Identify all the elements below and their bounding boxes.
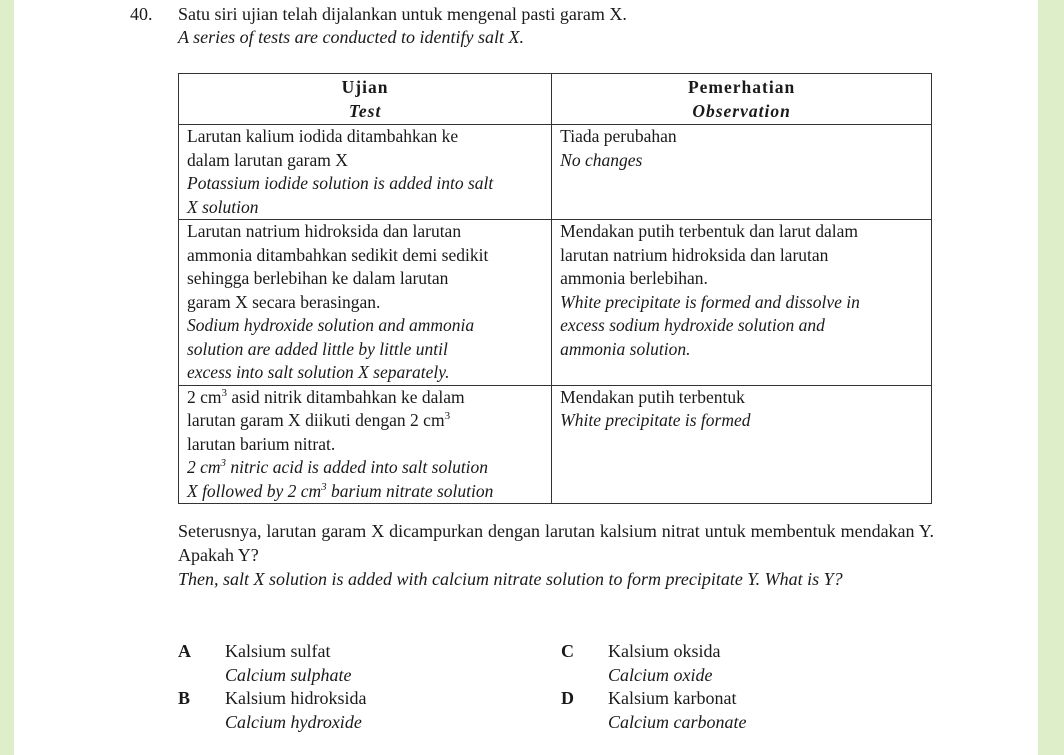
test-text-english: excess into salt solution X separately. bbox=[187, 362, 450, 382]
observation-cell bbox=[552, 385, 932, 504]
header-test bbox=[179, 74, 552, 125]
table-row bbox=[179, 385, 932, 504]
test-cell bbox=[179, 125, 552, 220]
option-text bbox=[608, 640, 721, 687]
test-observation-table bbox=[178, 73, 932, 504]
option-text-malay: Kalsium karbonat bbox=[608, 688, 737, 708]
table-header-row bbox=[179, 74, 932, 125]
superscript: 3 bbox=[321, 480, 327, 493]
option-text-english: Calcium oxide bbox=[608, 664, 713, 685]
test-text-english: Potassium iodide solution is added into salt bbox=[187, 173, 494, 193]
observation-text-english: White precipitate is formed bbox=[560, 410, 751, 430]
test-cell bbox=[179, 220, 552, 386]
option-letter: C bbox=[561, 641, 574, 661]
table-row bbox=[179, 220, 932, 386]
test-text-part: X followed by 2 cm bbox=[187, 480, 322, 501]
superscript: 3 bbox=[221, 386, 228, 399]
option-text bbox=[225, 640, 352, 687]
option-letter: D bbox=[561, 688, 574, 708]
observation-text-malay: Mendakan putih terbentuk bbox=[560, 386, 745, 407]
test-text-malay: Larutan kalium iodida ditambahkan ke bbox=[187, 126, 459, 146]
observation-cell bbox=[552, 125, 932, 220]
observation-text-english: excess sodium hydroxide solution and bbox=[560, 315, 825, 335]
observation-cell bbox=[552, 220, 932, 386]
test-text-malay: Larutan natrium hidroksida dan larutan bbox=[187, 221, 462, 241]
observation-text-english: White precipitate is formed and dissolve in bbox=[560, 291, 860, 312]
observation-text-english: ammonia solution. bbox=[560, 338, 691, 359]
followup-text-malay: Seterusnya, larutan garam X dicampurkan dengan larutan kalsium nitrat untuk membentuk mendakan Y. Apakah Y? bbox=[178, 521, 934, 565]
observation-text-english: No changes bbox=[560, 149, 643, 170]
header-test-english: Test bbox=[348, 100, 382, 121]
question-text-malay: Satu siri ujian telah dijalankan untuk mengenal pasti garam X. bbox=[178, 4, 627, 24]
test-text-english: Sodium hydroxide solution and ammonia bbox=[187, 315, 475, 335]
option-text-english: Calcium sulphate bbox=[225, 664, 352, 685]
test-text-malay: garam X secara berasingan. bbox=[187, 291, 381, 312]
table-row bbox=[179, 125, 932, 220]
followup-question bbox=[178, 519, 934, 591]
question-text-english: A series of tests are conducted to identify salt X. bbox=[178, 27, 524, 47]
header-test-malay: Ujian bbox=[341, 77, 389, 97]
test-text-malay bbox=[187, 386, 543, 410]
test-text-part: larutan garam X diikuti dengan 2 cm bbox=[187, 410, 445, 430]
question-number: 40. bbox=[130, 4, 153, 24]
observation-text-malay: Tiada perubahan bbox=[560, 126, 677, 146]
test-text-malay: dalam larutan garam X bbox=[187, 149, 348, 170]
observation-text-malay: Mendakan putih terbentuk dan larut dalam bbox=[560, 221, 859, 241]
test-text-part: nitric acid is added into salt solution bbox=[226, 457, 489, 477]
test-cell bbox=[179, 385, 552, 504]
option-text-malay: Kalsium sulfat bbox=[225, 641, 331, 661]
superscript: 3 bbox=[220, 457, 227, 470]
option-text bbox=[608, 687, 746, 734]
option-text-english: Calcium hydroxide bbox=[225, 711, 362, 732]
header-observation bbox=[552, 74, 932, 125]
option-text-english: Calcium carbonate bbox=[608, 711, 747, 732]
test-text-malay: larutan barium nitrat. bbox=[187, 433, 336, 454]
header-observation-malay: Pemerhatian bbox=[687, 77, 796, 97]
superscript: 3 bbox=[444, 410, 451, 423]
option-text-malay: Kalsium hidroksida bbox=[225, 688, 367, 708]
test-text-part: 2 cm bbox=[187, 457, 221, 477]
test-text-part: 2 cm bbox=[187, 386, 222, 407]
test-text-english bbox=[187, 456, 543, 480]
option-letter: A bbox=[178, 641, 191, 661]
test-text-malay: ammonia ditambahkan sedikit demi sedikit bbox=[187, 244, 489, 265]
observation-text-malay: ammonia berlebihan. bbox=[560, 268, 708, 288]
observation-text-malay: larutan natrium hidroksida dan larutan bbox=[560, 244, 829, 265]
test-text-malay bbox=[187, 409, 543, 433]
test-text-english: X solution bbox=[187, 196, 259, 217]
option-text-malay: Kalsium oksida bbox=[608, 641, 721, 661]
test-text-part: barium nitrate solution bbox=[326, 480, 494, 501]
followup-text-english: Then, salt X solution is added with calcium nitrate solution to form precipitate Y. What is Y? bbox=[178, 569, 843, 589]
option-text bbox=[225, 687, 367, 734]
test-text-part: asid nitrik ditambahkan ke dalam bbox=[227, 386, 465, 407]
test-text-malay: sehingga berlebihan ke dalam larutan bbox=[187, 268, 449, 288]
test-text-english bbox=[187, 480, 543, 504]
header-observation-english: Observation bbox=[692, 100, 791, 121]
test-text-english: solution are added little by little until bbox=[187, 338, 448, 359]
option-letter: B bbox=[178, 688, 191, 708]
